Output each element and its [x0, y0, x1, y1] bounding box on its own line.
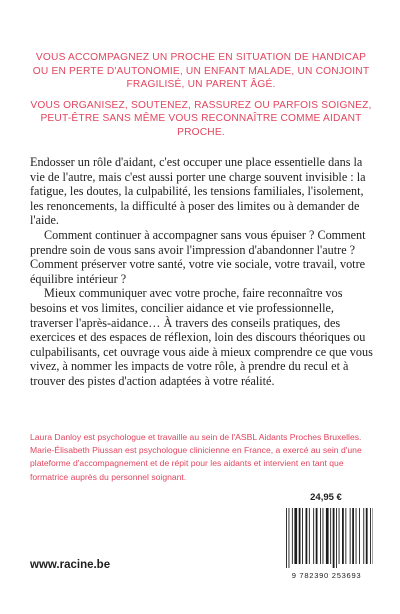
barcode-bar: [302, 508, 303, 564]
description-paragraph-3: Mieux communiquer avec votre proche, faire reconnaître vos besoins et vos limites, concilier aidance et vie professionnelle, traverser l'après-aidance… À travers des conseils pratiques, des exercices et des espaces de réflexion, loin des discours théoriques ou culpabilisants, cet ouvrage vous aide à mieux comprendre ce que vous vivez, à nommer les impacts de votre rôle, à prendre du recul et à trouver des pistes d'action adaptées à votre réalité.: [30, 286, 373, 388]
description-paragraph-1: Endosser un rôle d'aidant, c'est occuper une place essentielle dans la vie de l'autre, mais c'est aussi porter une charge souvent invisible : la fatigue, les doutes, la culpabilité, les tensions familiales, l'isolement, les renoncements, la difficulté à poser des limites ou à demander de l'aide.: [30, 155, 366, 228]
barcode-bar: [330, 508, 331, 564]
barcode-bar: [320, 508, 321, 564]
publisher-website[interactable]: www.racine.be: [30, 559, 111, 571]
description-paragraph-2: Comment continuer à accompagner sans vous épuiser ? Comment prendre soin de vous sans avoir l'impression d'abandonner l'autre ? Comment préserver votre santé, votre vie sociale, votre travail, votre équilibre intérieur ?: [30, 227, 366, 286]
barcode-bar: [370, 508, 371, 564]
intro-blurb: [30, 51, 372, 147]
barcode-bar: [363, 508, 364, 564]
barcode-bar: [289, 508, 290, 568]
barcode-bar: [306, 508, 308, 564]
barcode-bar: [366, 508, 368, 564]
barcode-bar: [292, 508, 293, 564]
barcode-bar: [309, 508, 310, 564]
author-bio-text: Laura Danloy est psychologue et travaille au sein de l'ASBL Aidants Proches Bruxelles. Marie-Élisabeth Piussan est psychologue clinicienne en France, a exercé au sein d'une plateforme d'accompagnement et de répit pour les aidants et intervient en tant que formatrice auprès du personnel soignant.: [30, 432, 362, 482]
barcode-bar: [333, 508, 335, 568]
barcode-bar: [352, 508, 354, 564]
barcode-bar: [299, 508, 301, 564]
barcode-bar: [350, 508, 351, 564]
barcode-bar: [342, 508, 344, 564]
author-bios: [30, 431, 375, 484]
barcode-bar: [345, 508, 346, 564]
barcode-bar: [356, 508, 357, 564]
barcode-bar: [323, 508, 324, 564]
barcode-bar: [359, 508, 360, 564]
barcode-bar: [316, 508, 318, 564]
barcode-number: 9 782390 253693: [291, 571, 362, 580]
barcode-bar: [336, 508, 337, 568]
intro-paragraph-2: VOUS ORGANISEZ, SOUTENEZ, RASSUREZ OU PARFOIS SOIGNEZ, PEUT-ÊTRE SANS MÊME VOUS RECONNAÎTRE COMME AIDANT PROCHE.: [30, 99, 372, 138]
barcode-bar: [313, 508, 314, 564]
barcode-bar: [286, 508, 287, 568]
barcode-bar: [339, 508, 340, 564]
barcode-bar: [294, 508, 297, 564]
barcode-bar: [326, 508, 329, 564]
price-label: 24,95 €: [310, 492, 342, 503]
intro-paragraph-1: VOUS ACCOMPAGNEZ UN PROCHE EN SITUATION DE HANDICAP OU EN PERTE D'AUTONOMIE, UN ENFANT MALADE, UN CONJOINT FRAGILISÉ, UN PARENT ÂGÉ.: [32, 52, 370, 91]
back-cover-description: [30, 155, 373, 389]
